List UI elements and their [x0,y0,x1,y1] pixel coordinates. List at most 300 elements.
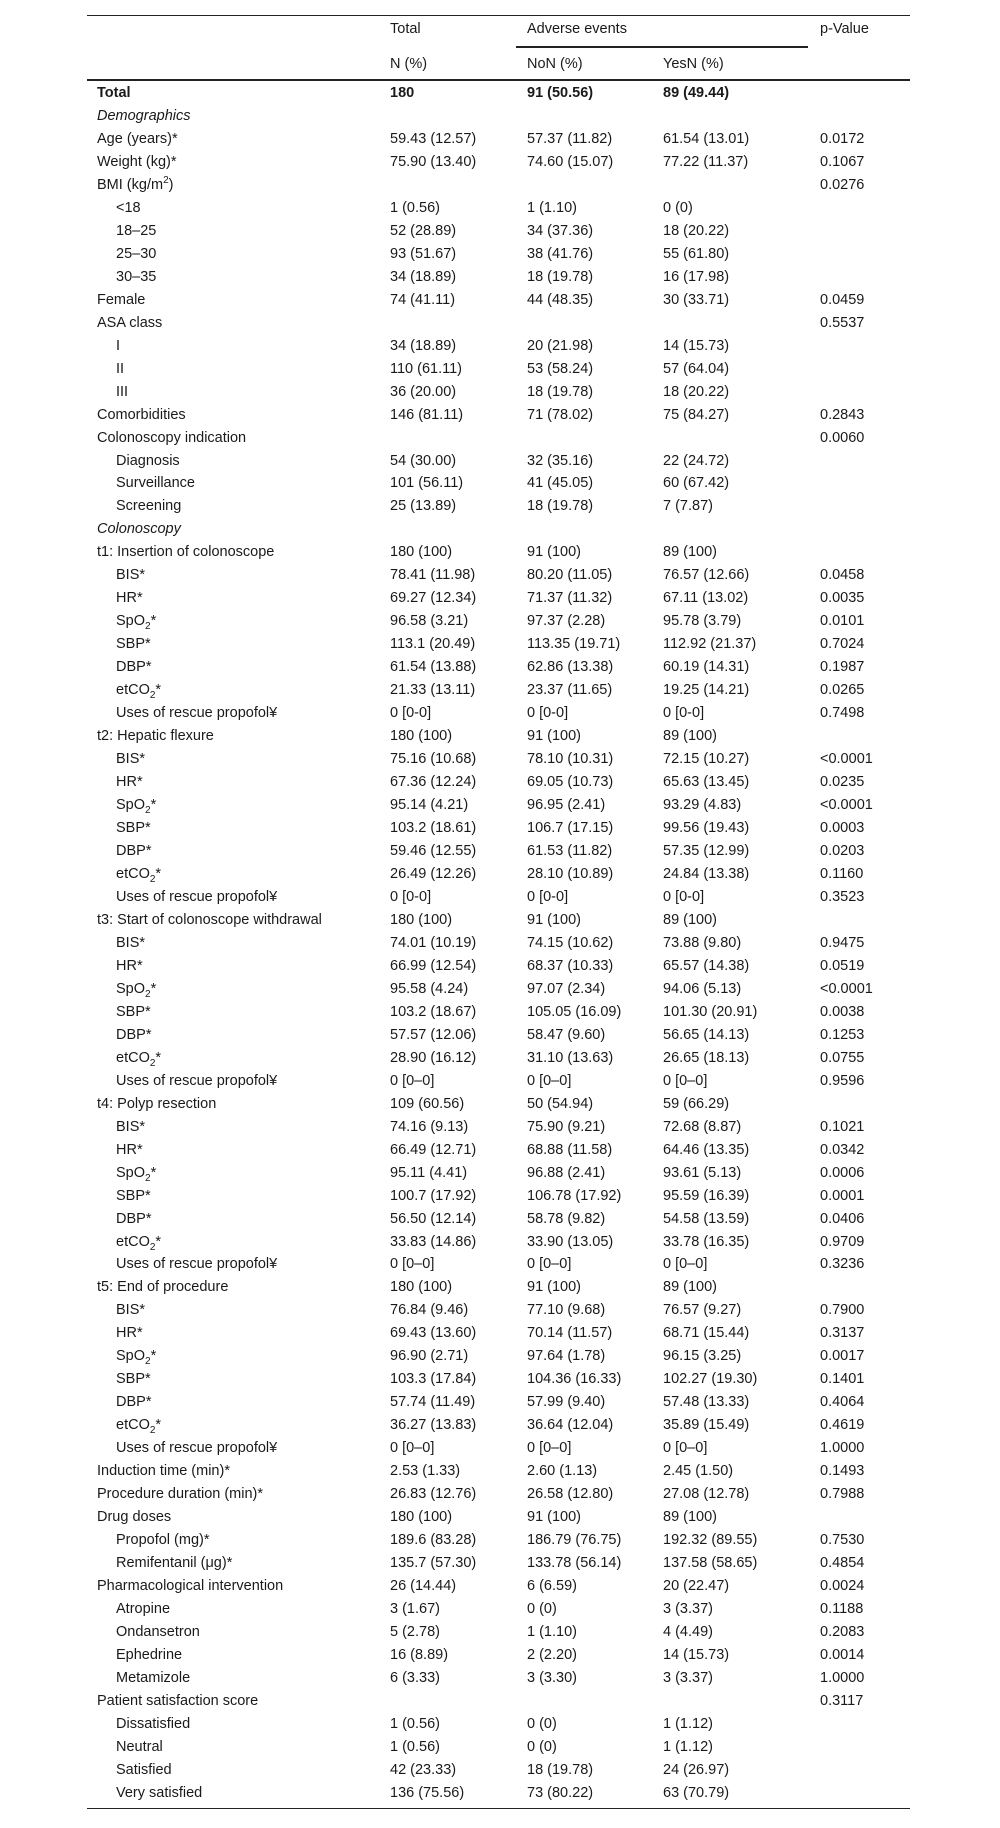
row-label [116,1208,151,1231]
no-ae-cell: 2 (2.20) [527,1646,577,1663]
yes-ae-cell: 0 (0) [663,199,693,216]
row-label [116,633,151,656]
total-cell: 96.58 (3.21) [390,613,469,630]
no-ae-cell: 133.78 (56.14) [527,1555,622,1572]
total-cell: 26.49 (12.26) [390,865,477,882]
table-row [87,197,910,220]
row-label [116,863,161,886]
table-row [87,128,910,151]
no-ae-cell: 97.37 (2.28) [527,613,606,630]
p-value-cell: <0.0001 [820,751,873,768]
no-ae-cell: 34 (37.36) [527,222,594,239]
p-value-cell: 0.9475 [820,934,865,951]
table-row [87,151,910,174]
table-row [87,82,910,105]
total-cell: 0 [0–0] [390,1256,435,1273]
no-ae-cell: 69.05 (10.73) [527,774,614,791]
table-row [87,220,910,243]
row-label-sub: 2 [149,690,156,702]
row-label [116,358,124,381]
row-label-suffix: * [155,1049,162,1066]
total-cell: 2.53 (1.33) [390,1463,461,1480]
no-ae-cell: 28.10 (10.89) [527,865,614,882]
no-ae-cell: 91 (100) [527,728,582,745]
p-value-cell: 0.0006 [820,1164,865,1181]
row-label-text: BIS* [116,1118,146,1135]
row-label-text: Remifentanil (μg)* [116,1555,233,1572]
yes-ae-cell: 77.22 (11.37) [663,153,749,170]
table-row [87,955,910,978]
no-ae-cell: 75.90 (9.21) [527,1118,606,1135]
row-label-text: HR* [116,774,143,791]
total-cell: 5 (2.78) [390,1623,440,1640]
no-ae-cell: 0 [0-0] [527,888,569,905]
yes-ae-cell: 7 (7.87) [663,498,713,515]
row-label-text: Age (years)* [97,130,178,147]
total-cell: 135.7 (57.30) [390,1555,477,1572]
yes-ae-cell: 65.63 (13.45) [663,774,750,791]
total-cell: 0 [0-0] [390,705,432,722]
total-cell: 95.11 (4.41) [390,1164,468,1181]
row-label [97,1690,258,1713]
yes-ae-cell: 55 (61.80) [663,245,730,262]
row-label-text: <18 [116,199,141,216]
no-ae-cell: 18 (19.78) [527,1761,594,1778]
row-label [116,243,156,266]
row-label-text: SBP* [116,636,151,653]
row-label [116,1391,151,1414]
table-row [87,381,910,404]
no-ae-cell: 0 (0) [527,1715,557,1732]
no-ae-cell: 20 (21.98) [527,337,594,354]
no-ae-cell: 1 (1.10) [527,199,577,216]
row-label [116,1713,190,1736]
table-row [87,587,910,610]
row-label-text: HR* [116,1141,143,1158]
row-label-text: t2: Hepatic flexure [97,728,214,745]
total-cell: 57.57 (12.06) [390,1026,477,1043]
yes-ae-cell: 27.08 (12.78) [663,1486,750,1503]
yes-ae-cell: 95.78 (3.79) [663,613,742,630]
row-label-sub: 2 [145,621,151,633]
yes-ae-cell: 73.88 (9.80) [663,934,742,951]
total-cell: 52 (28.89) [390,222,457,239]
p-value-cell: 1.0000 [820,1669,865,1686]
total-cell: 180 (100) [390,1279,453,1296]
no-ae-cell: 97.64 (1.78) [527,1348,606,1365]
header-rule [87,79,910,81]
row-label [97,1093,216,1116]
row-label-text: Weight (kg)* [97,153,177,170]
row-label-text: Demographics [97,107,191,124]
row-label-text: SBP* [116,1187,151,1204]
no-ae-cell: 53 (58.24) [527,360,594,377]
yes-ae-cell: 0 [0–0] [663,1256,708,1273]
row-label-text: Neutral [116,1738,163,1755]
table-row [87,358,910,381]
row-label [116,564,145,587]
no-ae-cell: 71.37 (11.32) [527,590,613,607]
total-cell: 100.7 (17.92) [390,1187,477,1204]
row-label [116,1001,151,1024]
table-row [87,243,910,266]
row-label [116,1047,161,1070]
row-label-text: I [116,337,121,354]
p-value-cell: 0.0035 [820,590,865,607]
yes-ae-cell: 26.65 (18.13) [663,1049,750,1066]
yes-ae-cell: 57.35 (12.99) [663,843,750,859]
row-label [116,679,161,702]
total-cell: 75.90 (13.40) [390,153,477,170]
row-label [116,1299,145,1322]
row-label-text: HR* [116,1325,143,1342]
row-label-text: etCO [116,1233,150,1250]
total-cell: 59.43 (12.57) [390,130,477,147]
yes-ae-cell: 0 [0-0] [663,705,705,722]
row-label [116,1162,156,1185]
header-p-value: p-Value [820,21,869,37]
table-row [87,1483,910,1506]
table-row [87,1231,910,1254]
no-ae-cell: 106.78 (17.92) [527,1187,622,1204]
row-label [116,817,151,840]
total-cell: 26.83 (12.76) [390,1486,477,1503]
yes-ae-cell: 3 (3.37) [663,1601,713,1618]
no-ae-cell: 71 (78.02) [527,406,594,423]
row-label-text: Surveillance [116,475,195,492]
total-cell: 95.58 (4.24) [390,980,469,997]
row-label [116,1667,190,1690]
row-label [116,197,141,220]
no-ae-cell: 68.88 (11.58) [527,1141,613,1158]
yes-ae-cell: 59 (66.29) [663,1095,730,1112]
row-label [97,404,186,427]
row-label-suffix: * [155,1417,162,1434]
p-value-cell: 0.3117 [820,1692,864,1709]
row-label-suffix: * [150,980,157,997]
row-label-text: HR* [116,957,143,974]
header-no-n-pct: NoN (%) [527,56,583,72]
row-label [116,1322,143,1345]
no-ae-cell: 0 [0–0] [527,1256,572,1273]
row-label-text: SpO [116,613,146,630]
no-ae-cell: 0 [0–0] [527,1440,572,1457]
yes-ae-cell: 72.15 (10.27) [663,751,750,768]
row-label-text: Propofol (mg)* [116,1532,210,1549]
total-cell: 16 (8.89) [390,1646,449,1663]
total-cell: 36.27 (13.83) [390,1417,477,1434]
table-row [87,1598,910,1621]
no-ae-cell: 62.86 (13.38) [527,659,614,676]
row-label-sub: 2 [145,804,151,816]
table-row [87,1047,910,1070]
total-cell: 78.41 (11.98) [390,567,476,584]
total-cell: 36 (20.00) [390,383,457,400]
table-row [87,564,910,587]
no-ae-cell: 3 (3.30) [527,1669,577,1686]
p-value-cell: 0.0003 [820,820,865,837]
p-value-cell: 0.3523 [820,888,865,905]
row-label-sup: 2 [163,175,169,187]
total-cell: 95.14 (4.21) [390,797,469,814]
yes-ae-cell: 24.84 (13.38) [663,865,750,882]
row-label-suffix: * [155,682,162,699]
row-label-sub: 2 [149,873,156,885]
yes-ae-cell: 24 (26.97) [663,1761,730,1778]
row-label-text: Induction time (min)* [97,1463,230,1480]
table-row [87,1644,910,1667]
p-value-cell: 0.0001 [820,1187,865,1204]
no-ae-cell: 2.60 (1.13) [527,1463,598,1480]
row-label-text: etCO [116,865,150,882]
total-cell: 146 (81.11) [390,406,464,423]
table-row [87,1621,910,1644]
no-ae-cell: 23.37 (11.65) [527,682,613,699]
no-ae-cell: 113.35 (19.71) [527,636,621,653]
no-ae-cell: 97.07 (2.34) [527,980,606,997]
row-label-suffix: * [155,865,162,882]
table-row [87,335,910,358]
p-value-cell: 0.0017 [820,1348,865,1365]
table-row [87,886,910,909]
row-label-text: II [116,360,125,377]
header-adverse-events: Adverse events [527,21,627,37]
p-value-cell: 0.0024 [820,1578,865,1595]
table-row [87,725,910,748]
p-value-cell: 0.1021 [820,1118,865,1135]
p-value-cell: 0.4619 [820,1417,865,1434]
no-ae-cell: 91 (100) [527,1509,582,1526]
no-ae-cell: 104.36 (16.33) [527,1371,622,1388]
yes-ae-cell: 19.25 (14.21) [663,682,750,699]
total-cell: 0 [0-0] [390,888,432,905]
yes-ae-cell: 0 [0-0] [663,888,705,905]
row-label-text: SpO [116,1164,146,1181]
row-label-text: t1: Insertion of colonoscope [97,544,275,561]
yes-ae-cell: 14 (15.73) [663,1646,730,1663]
p-value-cell: <0.0001 [820,797,873,814]
total-cell: 75.16 (10.68) [390,751,477,768]
table-row [87,1713,910,1736]
yes-ae-cell: 64.46 (13.35) [663,1141,750,1158]
yes-ae-cell: 57.48 (13.33) [663,1394,750,1411]
yes-ae-cell: 65.57 (14.38) [663,957,750,974]
row-label [116,495,181,518]
no-ae-cell: 41 (45.05) [527,475,594,492]
row-label [116,978,156,1001]
p-value-cell: 0.3137 [820,1325,865,1342]
total-cell: 3 (1.67) [390,1601,440,1618]
row-label [116,1437,277,1460]
row-label-text: Colonoscopy indication [97,429,247,446]
total-cell: 74 (41.11) [390,291,456,308]
p-value-cell: 0.0265 [820,682,865,699]
table-row [87,1529,910,1552]
table-row [87,1759,910,1782]
yes-ae-cell: 54.58 (13.59) [663,1210,750,1227]
yes-ae-cell: 16 (17.98) [663,268,730,285]
table-row [87,1782,910,1805]
row-label [97,541,274,564]
table-row [87,427,910,450]
row-label-text: Screening [116,498,182,515]
table-row [87,312,910,335]
row-label-text: BIS* [116,567,146,584]
yes-ae-cell: 89 (100) [663,544,718,561]
no-ae-cell: 80.20 (11.05) [527,567,613,584]
table-row [87,1552,910,1575]
table-row [87,1093,910,1116]
table-row [87,518,910,541]
row-label [116,1644,182,1667]
table-row [87,1185,910,1208]
p-value-cell: 0.0235 [820,774,865,791]
row-label-text: Satisfied [116,1761,172,1778]
row-label-text: Procedure duration (min)* [97,1486,264,1503]
total-cell: 180 (100) [390,911,453,928]
table-row [87,1460,910,1483]
row-label-text: 30–35 [116,268,157,285]
row-label [116,1024,151,1047]
row-label-text: BIS* [116,751,146,768]
row-label-text: Dissatisfied [116,1715,191,1732]
row-label-text: DBP* [116,659,152,676]
yes-ae-cell: 93.61 (5.13) [663,1164,742,1181]
row-label-text: t5: End of procedure [97,1279,229,1296]
row-label [116,748,145,771]
no-ae-cell: 18 (19.78) [527,498,594,515]
row-label-text: 18–25 [116,222,157,239]
yes-ae-cell: 56.65 (14.13) [663,1026,750,1043]
row-label-text: Uses of rescue propofol¥ [116,1072,278,1089]
row-label-text: Female [97,291,146,308]
no-ae-cell: 77.10 (9.68) [527,1302,606,1319]
no-ae-cell: 74.60 (15.07) [527,153,614,170]
p-value-cell: 0.3236 [820,1256,865,1273]
no-ae-cell: 96.88 (2.41) [527,1164,606,1181]
p-value-cell: 1.0000 [820,1440,865,1457]
row-label [116,1185,151,1208]
row-label [116,1759,172,1782]
row-label-text: BMI (kg/m [97,176,164,193]
no-ae-cell: 32 (35.16) [527,452,594,469]
table-row [87,289,910,312]
table-row [87,817,910,840]
yes-ae-cell: 76.57 (9.27) [663,1302,742,1319]
row-label-text: DBP* [116,843,152,859]
row-label-text: Diagnosis [116,452,180,469]
table-row [87,404,910,427]
table-row [87,932,910,955]
total-cell: 113.1 (20.49) [390,636,476,653]
row-label-text: SpO [116,980,146,997]
total-cell: 180 (100) [390,1509,453,1526]
yes-ae-cell: 67.11 (13.02) [663,590,749,607]
row-label-text: DBP* [116,1210,152,1227]
no-ae-cell: 73 (80.22) [527,1784,594,1801]
table-row [87,1690,910,1713]
no-ae-cell: 44 (48.35) [527,291,594,308]
row-label-suffix: ) [168,176,174,193]
total-cell: 28.90 (16.12) [390,1049,477,1066]
total-cell: 103.2 (18.61) [390,820,477,837]
p-value-cell: 0.7988 [820,1486,865,1503]
p-value-cell: 0.4854 [820,1555,865,1572]
row-label [97,1575,283,1598]
row-label-text: Comorbidities [97,406,186,423]
yes-ae-cell: 14 (15.73) [663,337,730,354]
yes-ae-cell: 20 (22.47) [663,1578,730,1595]
row-label [97,312,162,335]
total-cell: 57.74 (11.49) [390,1394,476,1411]
row-label [116,656,151,679]
no-ae-cell: 74.15 (10.62) [527,934,614,951]
p-value-cell: 0.2083 [820,1623,865,1640]
no-ae-cell: 186.79 (76.75) [527,1532,622,1549]
p-value-cell: 0.0406 [820,1210,865,1227]
top-rule [87,15,910,16]
total-cell: 66.49 (12.71) [390,1141,477,1158]
table-row [87,174,910,197]
total-cell: 25 (13.89) [390,498,457,515]
row-label [97,289,145,312]
table-row [87,1070,910,1093]
total-cell: 101 (56.11) [390,475,464,492]
p-value-cell: 0.0014 [820,1646,865,1663]
p-value-cell: 0.0172 [820,130,865,147]
table-row [87,1116,910,1139]
row-label-text: SpO [116,797,146,814]
total-cell: 136 (75.56) [390,1784,465,1801]
p-value-cell: 0.9596 [820,1072,865,1089]
row-label-text: etCO [116,682,150,699]
no-ae-cell: 61.53 (11.82) [527,843,613,859]
table-row [87,702,910,725]
row-label [116,1529,209,1552]
p-value-cell: 0.2843 [820,406,865,423]
yes-ae-cell: 89 (100) [663,728,718,745]
p-value-cell: 0.0519 [820,957,865,974]
table-row [87,679,910,702]
yes-ae-cell: 2.45 (1.50) [663,1463,734,1480]
total-cell: 59.46 (12.55) [390,843,477,859]
total-cell: 103.2 (18.67) [390,1003,477,1020]
yes-ae-cell: 96.15 (3.25) [663,1348,742,1365]
p-value-cell: 0.0458 [820,567,865,584]
total-cell: 180 [390,85,415,101]
table-row [87,909,910,932]
row-label [116,1368,151,1391]
row-label [97,82,131,105]
row-label-text: SBP* [116,820,151,837]
row-label-sub: 2 [149,1057,156,1069]
total-cell: 54 (30.00) [390,452,457,469]
row-label-suffix: * [150,1164,157,1181]
row-label [97,1276,228,1299]
row-label-text: HR* [116,590,143,607]
total-cell: 109 (60.56) [390,1095,465,1112]
row-label-text: Patient satisfaction score [97,1692,259,1709]
row-label [97,427,246,450]
yes-ae-cell: 89 (49.44) [663,85,730,101]
yes-ae-cell: 60.19 (14.31) [663,659,750,676]
total-cell: 21.33 (13.11) [390,682,476,699]
row-label-sub: 2 [149,1425,156,1437]
header-total: Total [390,21,421,37]
table-row [87,656,910,679]
yes-ae-cell: 57 (64.04) [663,360,730,377]
row-label-text: DBP* [116,1026,152,1043]
